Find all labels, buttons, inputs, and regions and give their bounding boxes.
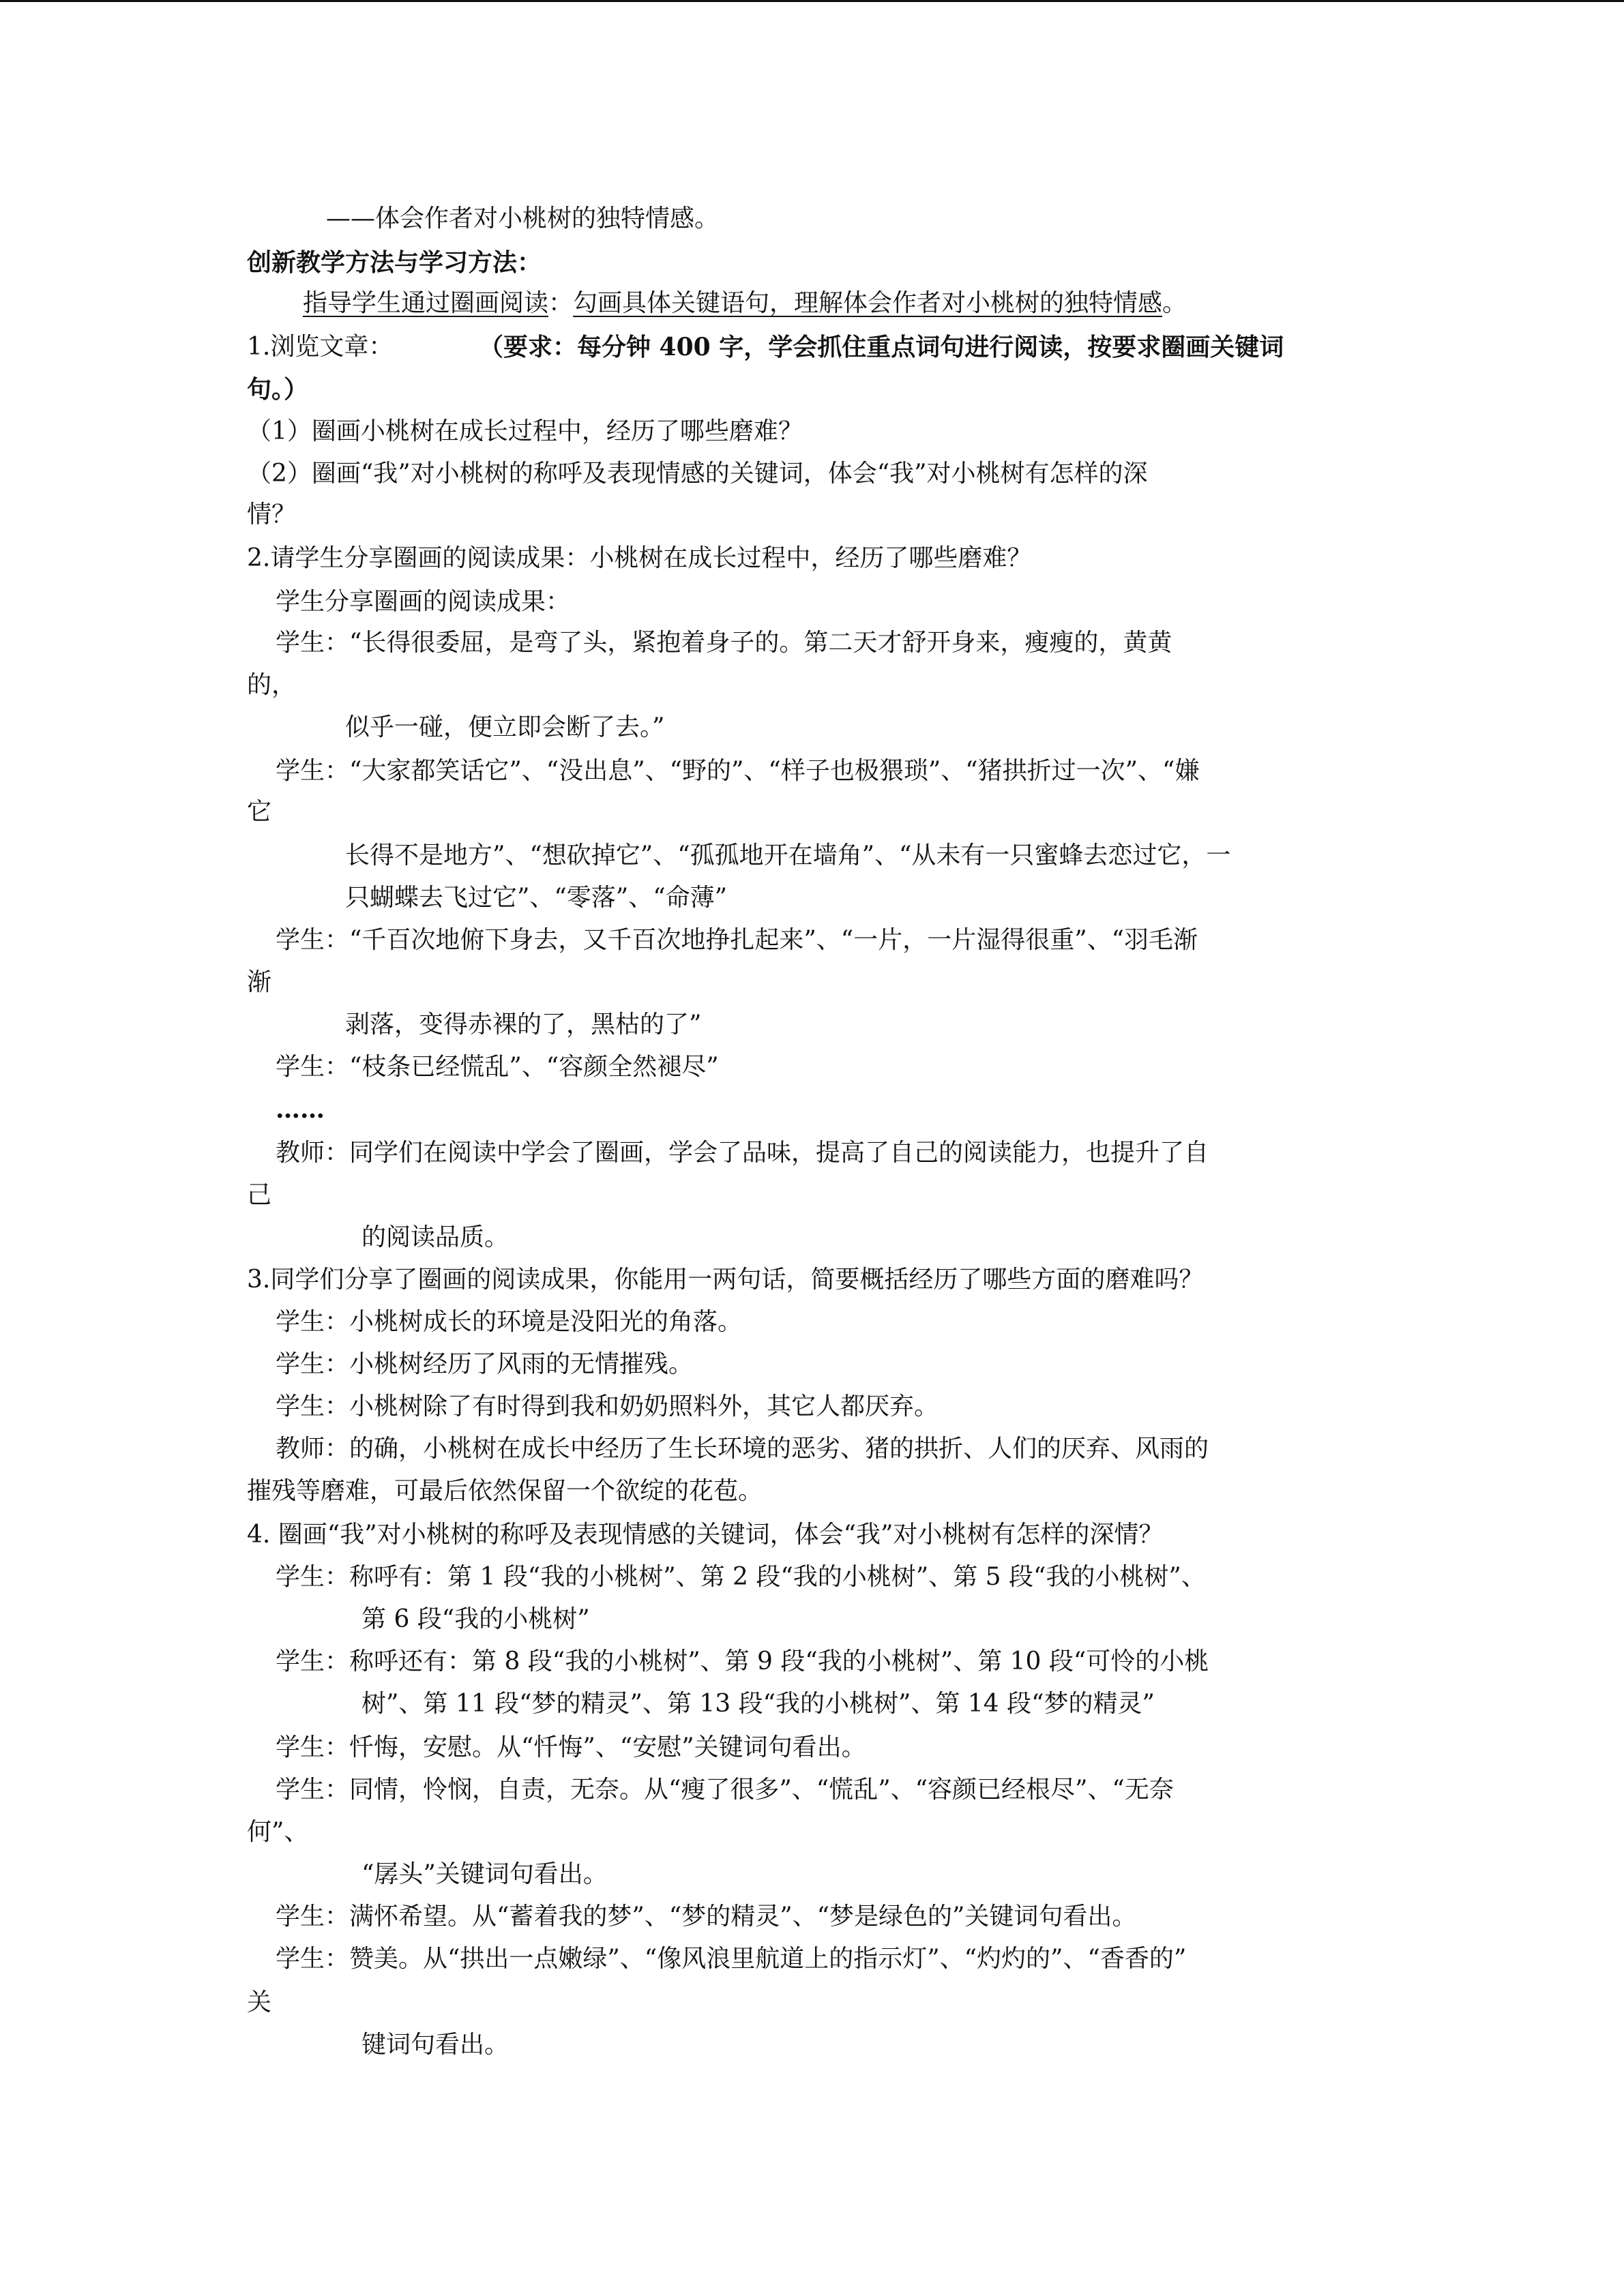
method-text — [303, 285, 1187, 322]
student-answer-6: 学生：小桃树经历了风雨的无情摧残。 — [276, 1350, 694, 1378]
student-answer-9-cont: 树”、第 11 段“梦的精灵”、第 13 段“我的小桃树”、第 14 段“梦的精灵” — [361, 1690, 1155, 1718]
step3-line: 3.同学们分享了圈画的阅读成果，你能用一两句话，简要概括经历了哪些方面的磨难吗？ — [247, 1266, 1204, 1294]
student-answer-3: 学生：“千百次地俯下身去，又千百次地挣扎起来”、“一片，一片湿得很重”、“羽毛渐 — [276, 926, 1198, 954]
method-text-underlined-2: 勾画具体关键语句，理解体会作者对小桃树的独特情感 — [573, 289, 1163, 317]
teacher-comment-1-cont: 的阅读品质。 — [361, 1223, 510, 1251]
student-answer-7: 学生：小桃树除了有时得到我和奶奶照料外，其它人都厌弃。 — [276, 1392, 939, 1420]
student-answer-1-cont: 似乎一碰，便立即会断了去。” — [345, 713, 665, 741]
student-answer-9: 学生：称呼还有：第 8 段“我的小桃树”、第 9 段“我的小桃树”、第 10 段“可怜的小桃 — [276, 1648, 1209, 1675]
ellipsis: …… — [276, 1095, 325, 1124]
student-answer-4: 学生：“枝条已经慌乱”、“容颜全然褪尽” — [276, 1053, 719, 1081]
student-answer-10: 学生：忏悔，安慰。从“忏悔”、“安慰”关键词句看出。 — [276, 1733, 866, 1761]
step1-label: 1.浏览文章： — [247, 333, 394, 361]
student-answer-8-cont: 第 6 段“我的小桃树” — [361, 1605, 590, 1633]
student-answer-11-cont: “孱头”关键词句看出。 — [361, 1860, 608, 1888]
student-answer-13: 学生：赞美。从“拱出一点嫩绿”、“像风浪里航道上的指示灯”、“灼灼的”、“香香的” — [276, 1945, 1187, 1973]
question-2-cont: 情？ — [247, 501, 297, 528]
student-answer-13-wrap: 关 — [247, 1988, 272, 2016]
student-answer-11: 学生：同情，怜悯，自责，无奈。从“瘦了很多”、“慌乱”、“容颜已经根尽”、“无奈 — [276, 1776, 1174, 1804]
step2-intro: 学生分享圈画的阅读成果： — [276, 588, 571, 616]
student-answer-2-wrap: 它 — [247, 798, 272, 826]
student-answer-3-cont: 剥落，变得赤裸的了，黑枯的了” — [345, 1011, 702, 1039]
student-answer-8: 学生：称呼有：第 1 段“我的小桃树”、第 2 段“我的小桃树”、第 5 段“我的小桃树”、 — [276, 1563, 1206, 1591]
step1-requirement-cont: 句。） — [247, 375, 309, 404]
student-answer-12: 学生：满怀希望。从“蓄着我的梦”、“梦的精灵”、“梦是绿色的”关键词句看出。 — [276, 1903, 1137, 1930]
teacher-comment-1: 教师：同学们在阅读中学会了圈画，学会了品味，提高了自己的阅读能力，也提升了自 — [276, 1139, 1209, 1167]
method-text-colon: ： — [548, 289, 574, 317]
step2-line: 2.请学生分享圈画的阅读成果：小桃树在成长过程中，经历了哪些磨难？ — [247, 544, 1032, 572]
student-answer-3-wrap: 渐 — [247, 968, 272, 996]
method-heading: 创新教学方法与学习方法： — [247, 248, 542, 277]
student-answer-1-wrap: 的， — [247, 671, 297, 699]
question-2: （2）圈画“我”对小桃树的称呼及表现情感的关键词，体会“我”对小桃树有怎样的深 — [247, 460, 1148, 488]
student-answer-2: 学生：“大家都笑话它”、“没出息”、“野的”、“样子也极猥琐”、“猪拱折过一次”、“嫌 — [276, 757, 1200, 785]
subtitle-line: ——体会作者对小桃树的独特情感。 — [326, 205, 720, 233]
teacher-comment-2-cont: 摧残等磨难，可最后依然保留一个欲绽的花苞。 — [247, 1477, 763, 1505]
student-answer-2-cont2: 只蝴蝶去飞过它”、“零落”、“命薄” — [345, 884, 728, 912]
student-answer-2-cont: 长得不是地方”、“想砍掉它”、“孤孤地开在墙角”、“从未有一只蜜蜂去恋过它，一 — [345, 841, 1231, 869]
method-text-underlined-1: 指导学生通过圈画阅读 — [303, 289, 549, 317]
method-text-end: 。 — [1162, 289, 1187, 317]
teacher-comment-1-wrap: 己 — [247, 1181, 272, 1209]
step1-requirement: （要求：每分钟 400 字，学会抓住重点词句进行阅读，按要求圈画关键词 — [479, 333, 1284, 361]
student-answer-13-cont: 键词句看出。 — [361, 2031, 510, 2059]
student-answer-11-wrap: 何”、 — [247, 1818, 309, 1846]
step4-line: 4. 圈画“我”对小桃树的称呼及表现情感的关键词，体会“我”对小桃树有怎样的深情？ — [247, 1521, 1164, 1549]
student-answer-5: 学生：小桃树成长的环境是没阳光的角落。 — [276, 1308, 743, 1336]
teacher-comment-2: 教师：的确，小桃树在成长中经历了生长环境的恶劣、猪的拱折、人们的厌弃、风雨的 — [276, 1435, 1209, 1463]
question-1: （1）圈画小桃树在成长过程中，经历了哪些磨难？ — [247, 417, 803, 445]
student-answer-1: 学生：“长得很委屈，是弯了头，紧抱着身子的。第二天才舒开身来，瘦瘦的，黄黄 — [276, 629, 1172, 657]
